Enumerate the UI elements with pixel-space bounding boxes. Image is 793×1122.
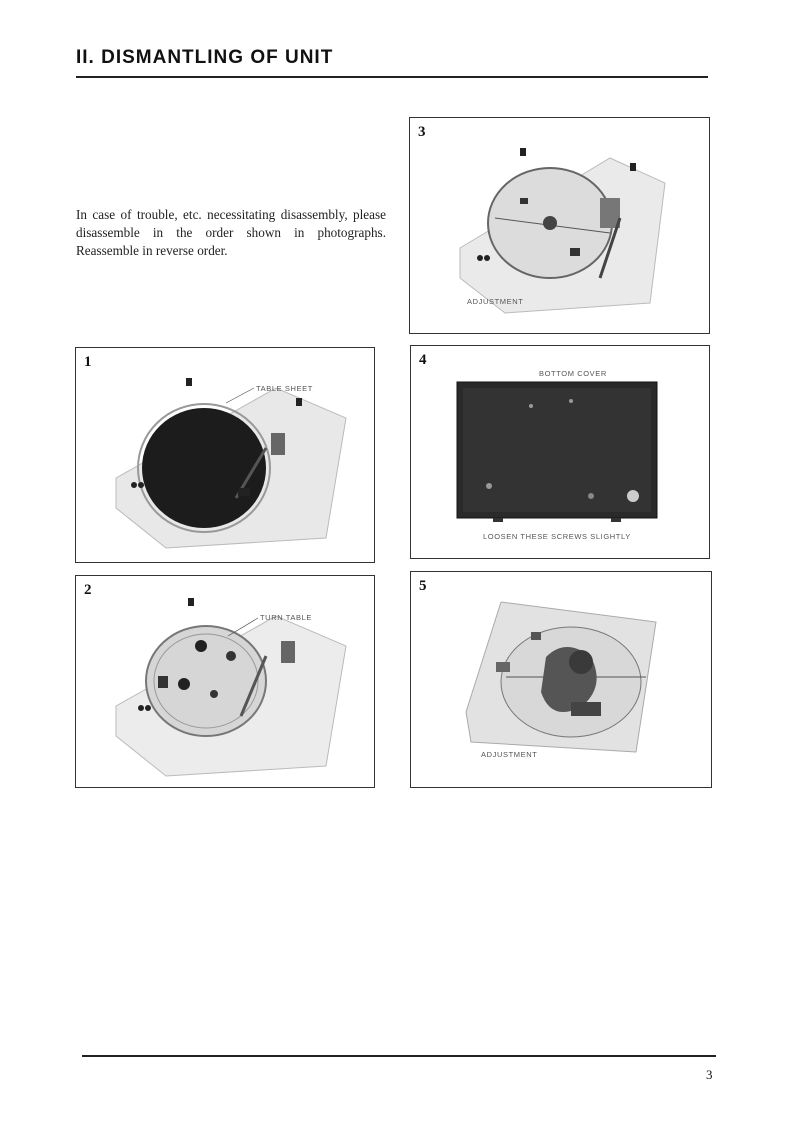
bottom-rule bbox=[82, 1055, 716, 1057]
photo-number: 4 bbox=[419, 352, 427, 368]
caption-adjustment: ADJUSTMENT bbox=[481, 750, 538, 759]
photo-number: 5 bbox=[419, 578, 427, 594]
section-title: II. DISMANTLING OF UNIT bbox=[76, 47, 334, 68]
caption-table-sheet: TABLE SHEET bbox=[256, 384, 313, 393]
photo-3-adjustment bbox=[409, 117, 710, 334]
internal-mechanism-photo bbox=[411, 572, 711, 787]
photo-4-bottom-cover bbox=[410, 345, 710, 559]
photo-2-turn-table bbox=[75, 575, 375, 788]
photo-1-table-sheet bbox=[75, 347, 375, 563]
photo-number: 1 bbox=[84, 354, 92, 370]
photo-5-adjustment bbox=[410, 571, 712, 788]
caption-turn-table: TURN TABLE bbox=[260, 613, 312, 622]
caption-bottom-cover: BOTTOM COVER bbox=[539, 369, 607, 378]
photo-number: 3 bbox=[418, 124, 426, 140]
turntable-photo bbox=[76, 348, 374, 562]
caption-loosen-screws: LOOSEN THESE SCREWS SLIGHTLY bbox=[483, 532, 631, 541]
intro-paragraph: In case of trouble, etc. necessitating disassembly, please disassemble in the order shown in photographs. Reassemble in reverse order. bbox=[76, 207, 386, 258]
turntable-chassis-photo bbox=[410, 118, 709, 333]
caption-adjustment: ADJUSTMENT bbox=[467, 297, 524, 306]
photo-number: 2 bbox=[84, 582, 92, 598]
table-sheet-disc bbox=[142, 408, 266, 528]
turntable-photo bbox=[76, 576, 374, 787]
top-rule bbox=[76, 76, 708, 78]
bottom-cover-photo bbox=[411, 346, 709, 558]
page-number: 3 bbox=[706, 1067, 713, 1082]
